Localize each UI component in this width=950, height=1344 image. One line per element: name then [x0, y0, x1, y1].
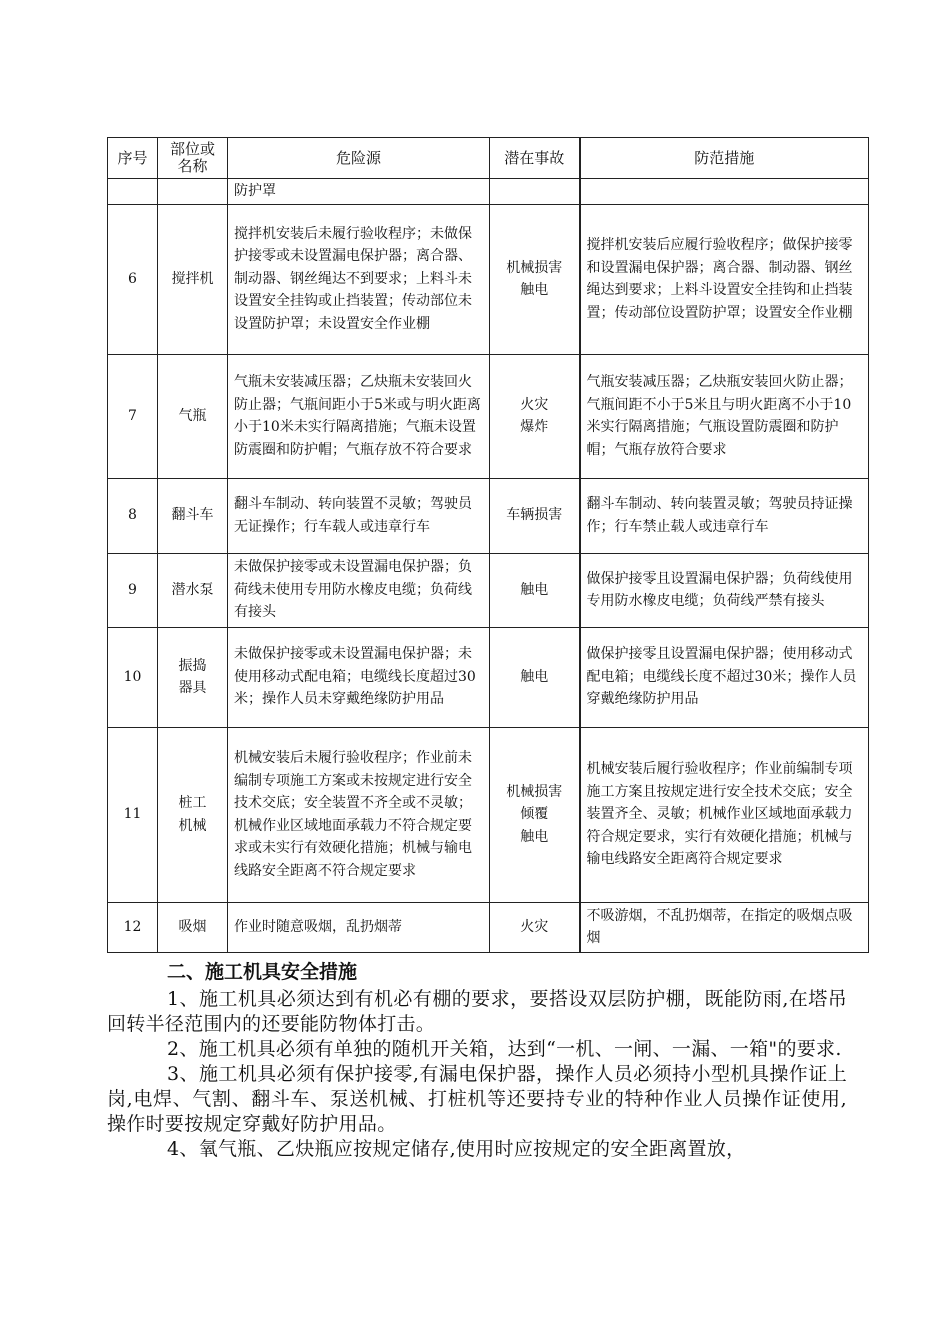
cell-accident: 触电 — [490, 627, 580, 727]
cell-part: 翻斗车 — [158, 478, 228, 553]
cell-part: 气瓶 — [158, 354, 228, 478]
cell-index: 11 — [108, 727, 158, 902]
cell-measures: 做保护接零且设置漏电保护器；负荷线使用专用防水橡皮电缆；负荷线严禁有接头 — [580, 553, 869, 627]
cell-part: 振捣 器具 — [158, 627, 228, 727]
cell-accident: 火灾 — [490, 902, 580, 952]
cell-hazard: 未做保护接零或未设置漏电保护器；未使用移动式配电箱；电缆线长度超过30米；操作人员未穿戴绝缘防护用品 — [228, 627, 490, 727]
header-part: 部位或名称 — [158, 138, 228, 179]
table-row-continuation — [108, 179, 869, 205]
cell-measures: 不吸游烟，不乱扔烟蒂，在指定的吸烟点吸烟 — [580, 902, 869, 952]
cell-hazard: 作业时随意吸烟，乱扔烟蒂 — [228, 902, 490, 952]
cell-hazard: 机械安装后未履行验收程序；作业前未编制专项施工方案或未按规定进行安全技术交底；安全装置不齐全或不灵敏；机械作业区域地面承载力不符合规定要求或未实行有效硬化措施；机械与输电线路安全距离不符合规定要求 — [228, 727, 490, 902]
cell-measures: 机械安装后履行验收程序；作业前编制专项施工方案且按规定进行安全技术交底；安全装置齐全、灵敏；机械作业区域地面承载力符合规定要求，实行有效硬化措施；机械与输电线路安全距离符合规定要求 — [580, 727, 869, 902]
table-row — [108, 354, 869, 478]
cell-part: 桩工 机械 — [158, 727, 228, 902]
cell-accident: 机械损害 倾覆 触电 — [490, 727, 580, 902]
header-hazard: 危险源 — [228, 138, 490, 179]
cell-empty — [580, 179, 869, 205]
cell-accident: 触电 — [490, 553, 580, 627]
table-row — [108, 727, 869, 902]
cell-empty — [108, 179, 158, 205]
header-accident: 潜在事故 — [490, 138, 580, 179]
table-row — [108, 553, 869, 627]
header-index: 序号 — [108, 138, 158, 179]
cell-index: 9 — [108, 553, 158, 627]
cell-index: 8 — [108, 478, 158, 553]
cell-hazard: 未做保护接零或未设置漏电保护器；负荷线未使用专用防水橡皮电缆；负荷线有接头 — [228, 553, 490, 627]
safety-measures-section — [107, 960, 847, 1162]
cell-hazard: 防护罩 — [228, 179, 490, 205]
cell-index: 7 — [108, 354, 158, 478]
section-paragraph: 3、施工机具必须有保护接零,有漏电保护器，操作人员必须持小型机具操作证上岗,电焊、气割、翻斗车、泵送机械、打桩机等还要持专业的特种作业人员操作证使用,操作时要按规定穿戴好防护用品。 — [107, 1063, 847, 1135]
table-row — [108, 902, 869, 952]
cell-index: 6 — [108, 204, 158, 354]
table-header-row — [108, 138, 869, 179]
section-paragraph: 2、施工机具必须有单独的随机开关箱，达到“一机、一闸、一漏、一箱"的要求. — [167, 1038, 842, 1060]
cell-hazard: 气瓶未安装减压器；乙炔瓶未安装回火防止器；气瓶间距小于5米或与明火距离小于10米未实行隔离措施；气瓶未设置防震圈和防护帽；气瓶存放不符合要求 — [228, 354, 490, 478]
section-paragraph: 1、施工机具必须达到有机必有棚的要求，要搭设双层防护棚，既能防雨,在塔吊回转半径范围内的还要能防物体打击。 — [107, 988, 847, 1035]
hazard-table — [107, 137, 869, 953]
cell-empty — [158, 179, 228, 205]
cell-measures: 翻斗车制动、转向装置灵敏；驾驶员持证操作；行车禁止载人或违章行车 — [580, 478, 869, 553]
cell-part: 潜水泵 — [158, 553, 228, 627]
cell-index: 10 — [108, 627, 158, 727]
cell-hazard: 翻斗车制动、转向装置不灵敏；驾驶员无证操作；行车载人或违章行车 — [228, 478, 490, 553]
cell-accident: 机械损害 触电 — [490, 204, 580, 354]
table-row — [108, 204, 869, 354]
cell-part: 吸烟 — [158, 902, 228, 952]
cell-measures: 搅拌机安装后应履行验收程序；做保护接零和设置漏电保护器；离合器、制动器、钢丝绳达到要求；上料斗设置安全挂钩和止挡装置；传动部位设置防护罩；设置安全作业棚 — [580, 204, 869, 354]
cell-accident: 火灾 爆炸 — [490, 354, 580, 478]
table-row — [108, 478, 869, 553]
cell-measures: 气瓶安装减压器；乙炔瓶安装回火防止器；气瓶间距不小于5米且与明火距离不小于10米实行隔离措施；气瓶设置防震圈和防护帽；气瓶存放符合要求 — [580, 354, 869, 478]
cell-accident: 车辆损害 — [490, 478, 580, 553]
cell-measures: 做保护接零且设置漏电保护器；使用移动式配电箱；电缆线长度不超过30米；操作人员穿戴绝缘防护用品 — [580, 627, 869, 727]
cell-index: 12 — [108, 902, 158, 952]
section-paragraph: 4、氧气瓶、乙炔瓶应按规定储存,使用时应按规定的安全距离置放， — [167, 1138, 746, 1160]
section-title: 二、施工机具安全措施 — [167, 961, 358, 983]
table-row — [108, 627, 869, 727]
header-measures: 防范措施 — [580, 138, 869, 179]
cell-hazard: 搅拌机安装后未履行验收程序；未做保护接零或未设置漏电保护器；离合器、制动器、钢丝绳达不到要求；上料斗未设置安全挂钩或止挡装置；传动部位未设置防护罩；未设置安全作业棚 — [228, 204, 490, 354]
cell-empty — [490, 179, 580, 205]
cell-part: 搅拌机 — [158, 204, 228, 354]
